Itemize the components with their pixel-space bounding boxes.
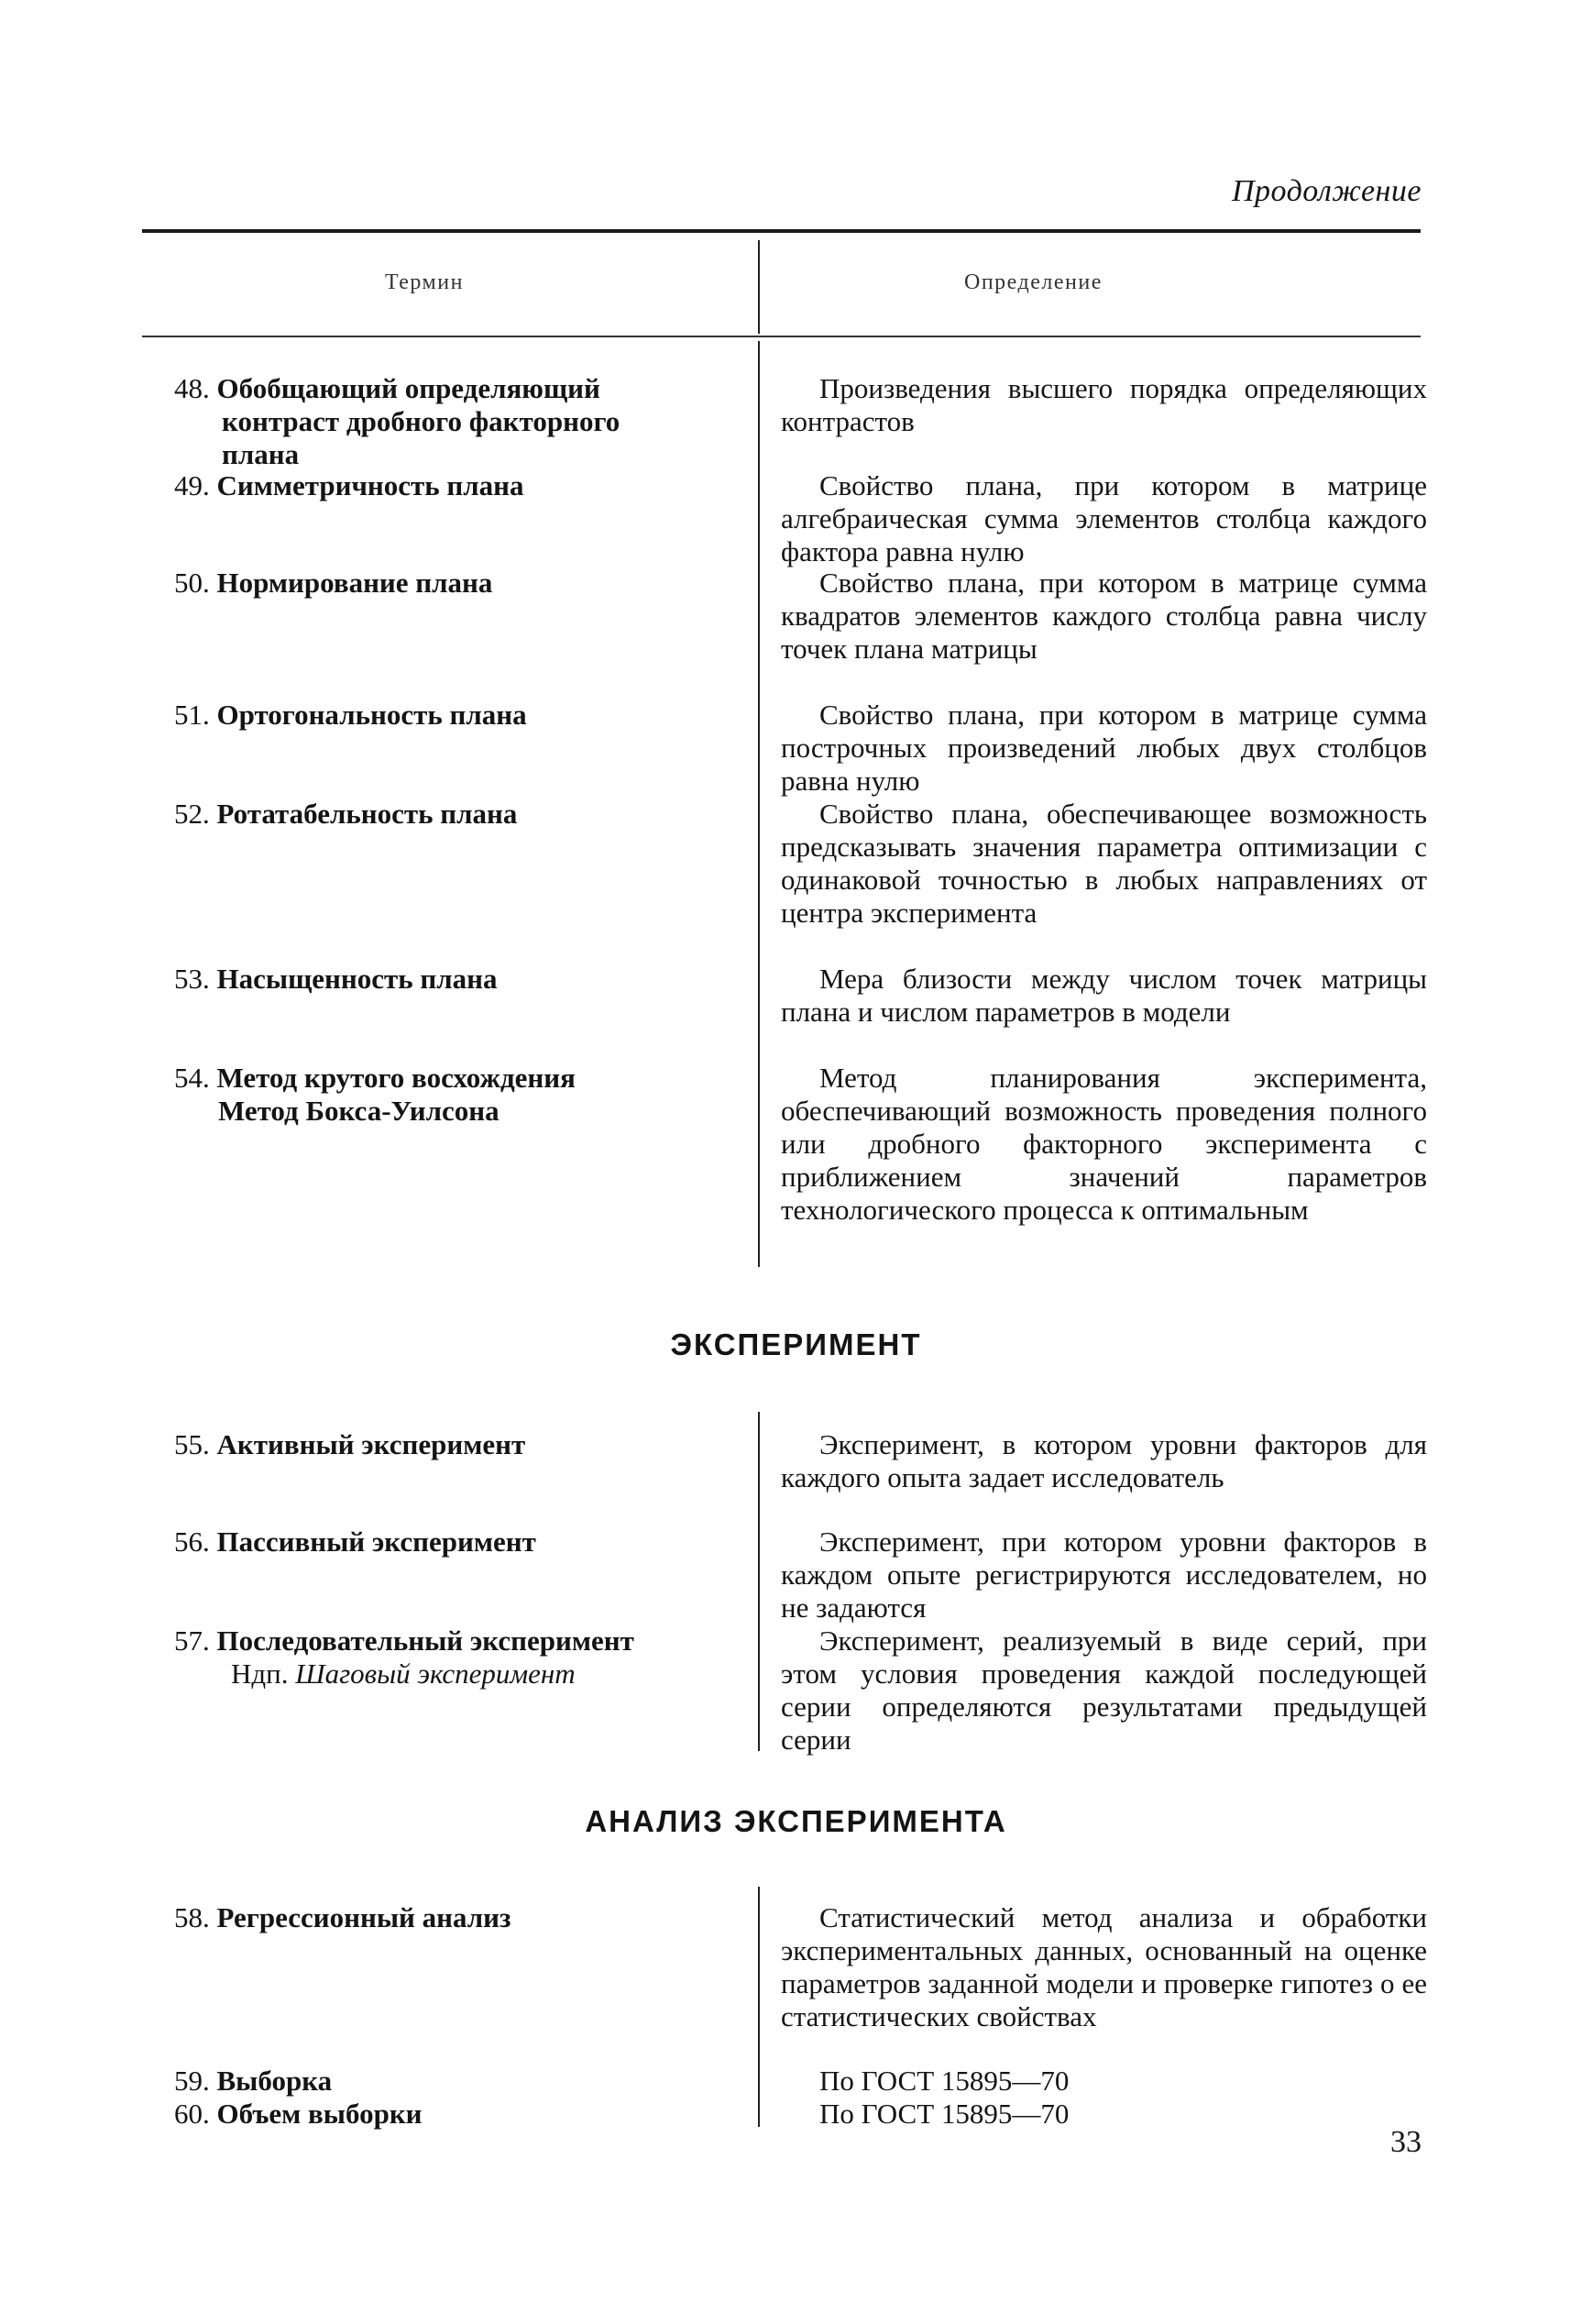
deprecated-prefix: Ндп. bbox=[231, 1658, 289, 1690]
term-cell bbox=[174, 372, 738, 471]
term-text: Пассивный эксперимент bbox=[216, 1525, 536, 1558]
term-text: плана bbox=[222, 438, 300, 470]
term-cell bbox=[174, 1901, 738, 1934]
term-number: 53. bbox=[174, 963, 210, 995]
term-cell bbox=[174, 1062, 738, 1128]
deprecated-term-text: Шаговый эксперимент bbox=[295, 1658, 576, 1690]
definition-cell: Метод планирования эксперимента, обеспечивающий возможность проведения полного или дробного факторного эксперимента с приближением значений параметров технологического процесса к оптимальным bbox=[781, 1062, 1427, 1226]
term-text: Выборка bbox=[216, 2065, 333, 2097]
term-cell bbox=[174, 2065, 738, 2098]
term-cell bbox=[174, 699, 738, 732]
term-text: Обобщающий определяющий bbox=[216, 372, 600, 404]
term-number: 59. bbox=[174, 2065, 210, 2097]
definition-cell: Эксперимент, при котором уровни факторов в каждом опыте регистрируются исследователем, но не задаются bbox=[781, 1525, 1427, 1624]
term-text: Объем выборки bbox=[216, 2098, 423, 2130]
term-cell bbox=[174, 1525, 738, 1559]
term-number: 51. bbox=[174, 699, 210, 731]
column-divider bbox=[758, 1412, 760, 1751]
term-text: Насыщенность плана bbox=[216, 963, 498, 995]
term-cell bbox=[174, 469, 738, 502]
term-number: 52. bbox=[174, 798, 210, 830]
term-cell bbox=[174, 1625, 738, 1691]
term-text: Метод Бокса-Уилсона bbox=[218, 1095, 500, 1127]
term-number: 56. bbox=[174, 1525, 210, 1558]
definition-cell: По ГОСТ 15895—70 bbox=[819, 2065, 1070, 2097]
definition-cell: Свойство плана, при котором в матрице алгебраическая сумма элементов столбца каждого фактора равна нулю bbox=[781, 469, 1427, 567]
term-text: Последовательный эксперимент bbox=[216, 1625, 634, 1657]
column-header-definition: Определение bbox=[964, 270, 1103, 294]
term-cell bbox=[174, 567, 738, 600]
term-text: Активный эксперимент bbox=[216, 1428, 526, 1460]
term-cell bbox=[174, 798, 738, 831]
page-number: 33 bbox=[1390, 2125, 1422, 2159]
definition-cell: Эксперимент, реализуемый в виде серий, при этом условия проведения каждой последующей серии определяются результатами предыдущей серии bbox=[781, 1625, 1427, 1756]
term-number: 50. bbox=[174, 567, 210, 599]
term-text: Симметричность плана bbox=[216, 469, 524, 501]
definition-cell: По ГОСТ 15895—70 bbox=[819, 2098, 1070, 2130]
table-top-rule bbox=[142, 229, 1421, 233]
definition-cell: Статистический метод анализа и обработки экспериментальных данных, основанный на оценке параметров заданной модели и проверке гипотез о ее статистических свойствах bbox=[781, 1901, 1427, 2032]
term-text: Регрессионный анализ bbox=[216, 1901, 511, 1933]
definition-cell: Мера близости между числом точек матрицы плана и числом параметров в модели bbox=[781, 963, 1427, 1028]
definition-cell: Свойство плана, при котором в матрице сумма квадратов элементов каждого столбца равна числу точек плана матрицы bbox=[781, 567, 1427, 665]
term-number: 48. bbox=[174, 372, 210, 404]
header-column-divider bbox=[758, 240, 760, 334]
column-divider bbox=[758, 1887, 760, 2127]
term-text: Нормирование плана bbox=[216, 567, 493, 599]
term-number: 55. bbox=[174, 1428, 210, 1460]
term-text: Ортогональность плана bbox=[216, 699, 527, 731]
term-text: Ротатабельность плана bbox=[216, 798, 518, 830]
definition-cell: Эксперимент, в котором уровни факторов для каждого опыта задает исследователь bbox=[781, 1428, 1427, 1493]
deprecated-term bbox=[174, 1658, 738, 1691]
term-cell bbox=[174, 963, 738, 996]
term-number: 57. bbox=[174, 1625, 210, 1657]
term-cell bbox=[174, 1428, 738, 1461]
table-header-rule bbox=[142, 336, 1421, 337]
definition-cell: Свойство плана, при котором в матрице сумма построчных произведений любых двух столбцов равна нулю bbox=[781, 699, 1427, 797]
column-divider bbox=[758, 341, 760, 1267]
term-text: контраст дробного факторного bbox=[222, 405, 620, 437]
term-number: 49. bbox=[174, 469, 210, 501]
term-number: 60. bbox=[174, 2098, 210, 2130]
section-title-analysis: АНАЛИЗ ЭКСПЕРИМЕНТА bbox=[585, 1804, 1007, 1838]
section-title-experiment: ЭКСПЕРИМЕНТ bbox=[670, 1327, 922, 1361]
term-text: Метод крутого восхождения bbox=[216, 1062, 576, 1094]
column-header-term: Термин bbox=[385, 270, 464, 294]
term-number: 54. bbox=[174, 1062, 210, 1094]
term-cell bbox=[174, 2098, 738, 2131]
definition-cell: Свойство плана, обеспечивающее возможность предсказывать значения параметра оптимизации с одинаковой точностью в любых направлениях от центра эксперимента bbox=[781, 798, 1427, 929]
term-number: 58. bbox=[174, 1901, 210, 1933]
continuation-label: Продолжение bbox=[1231, 174, 1422, 208]
definition-cell: Произведения высшего порядка определяющих контрастов bbox=[781, 372, 1427, 437]
